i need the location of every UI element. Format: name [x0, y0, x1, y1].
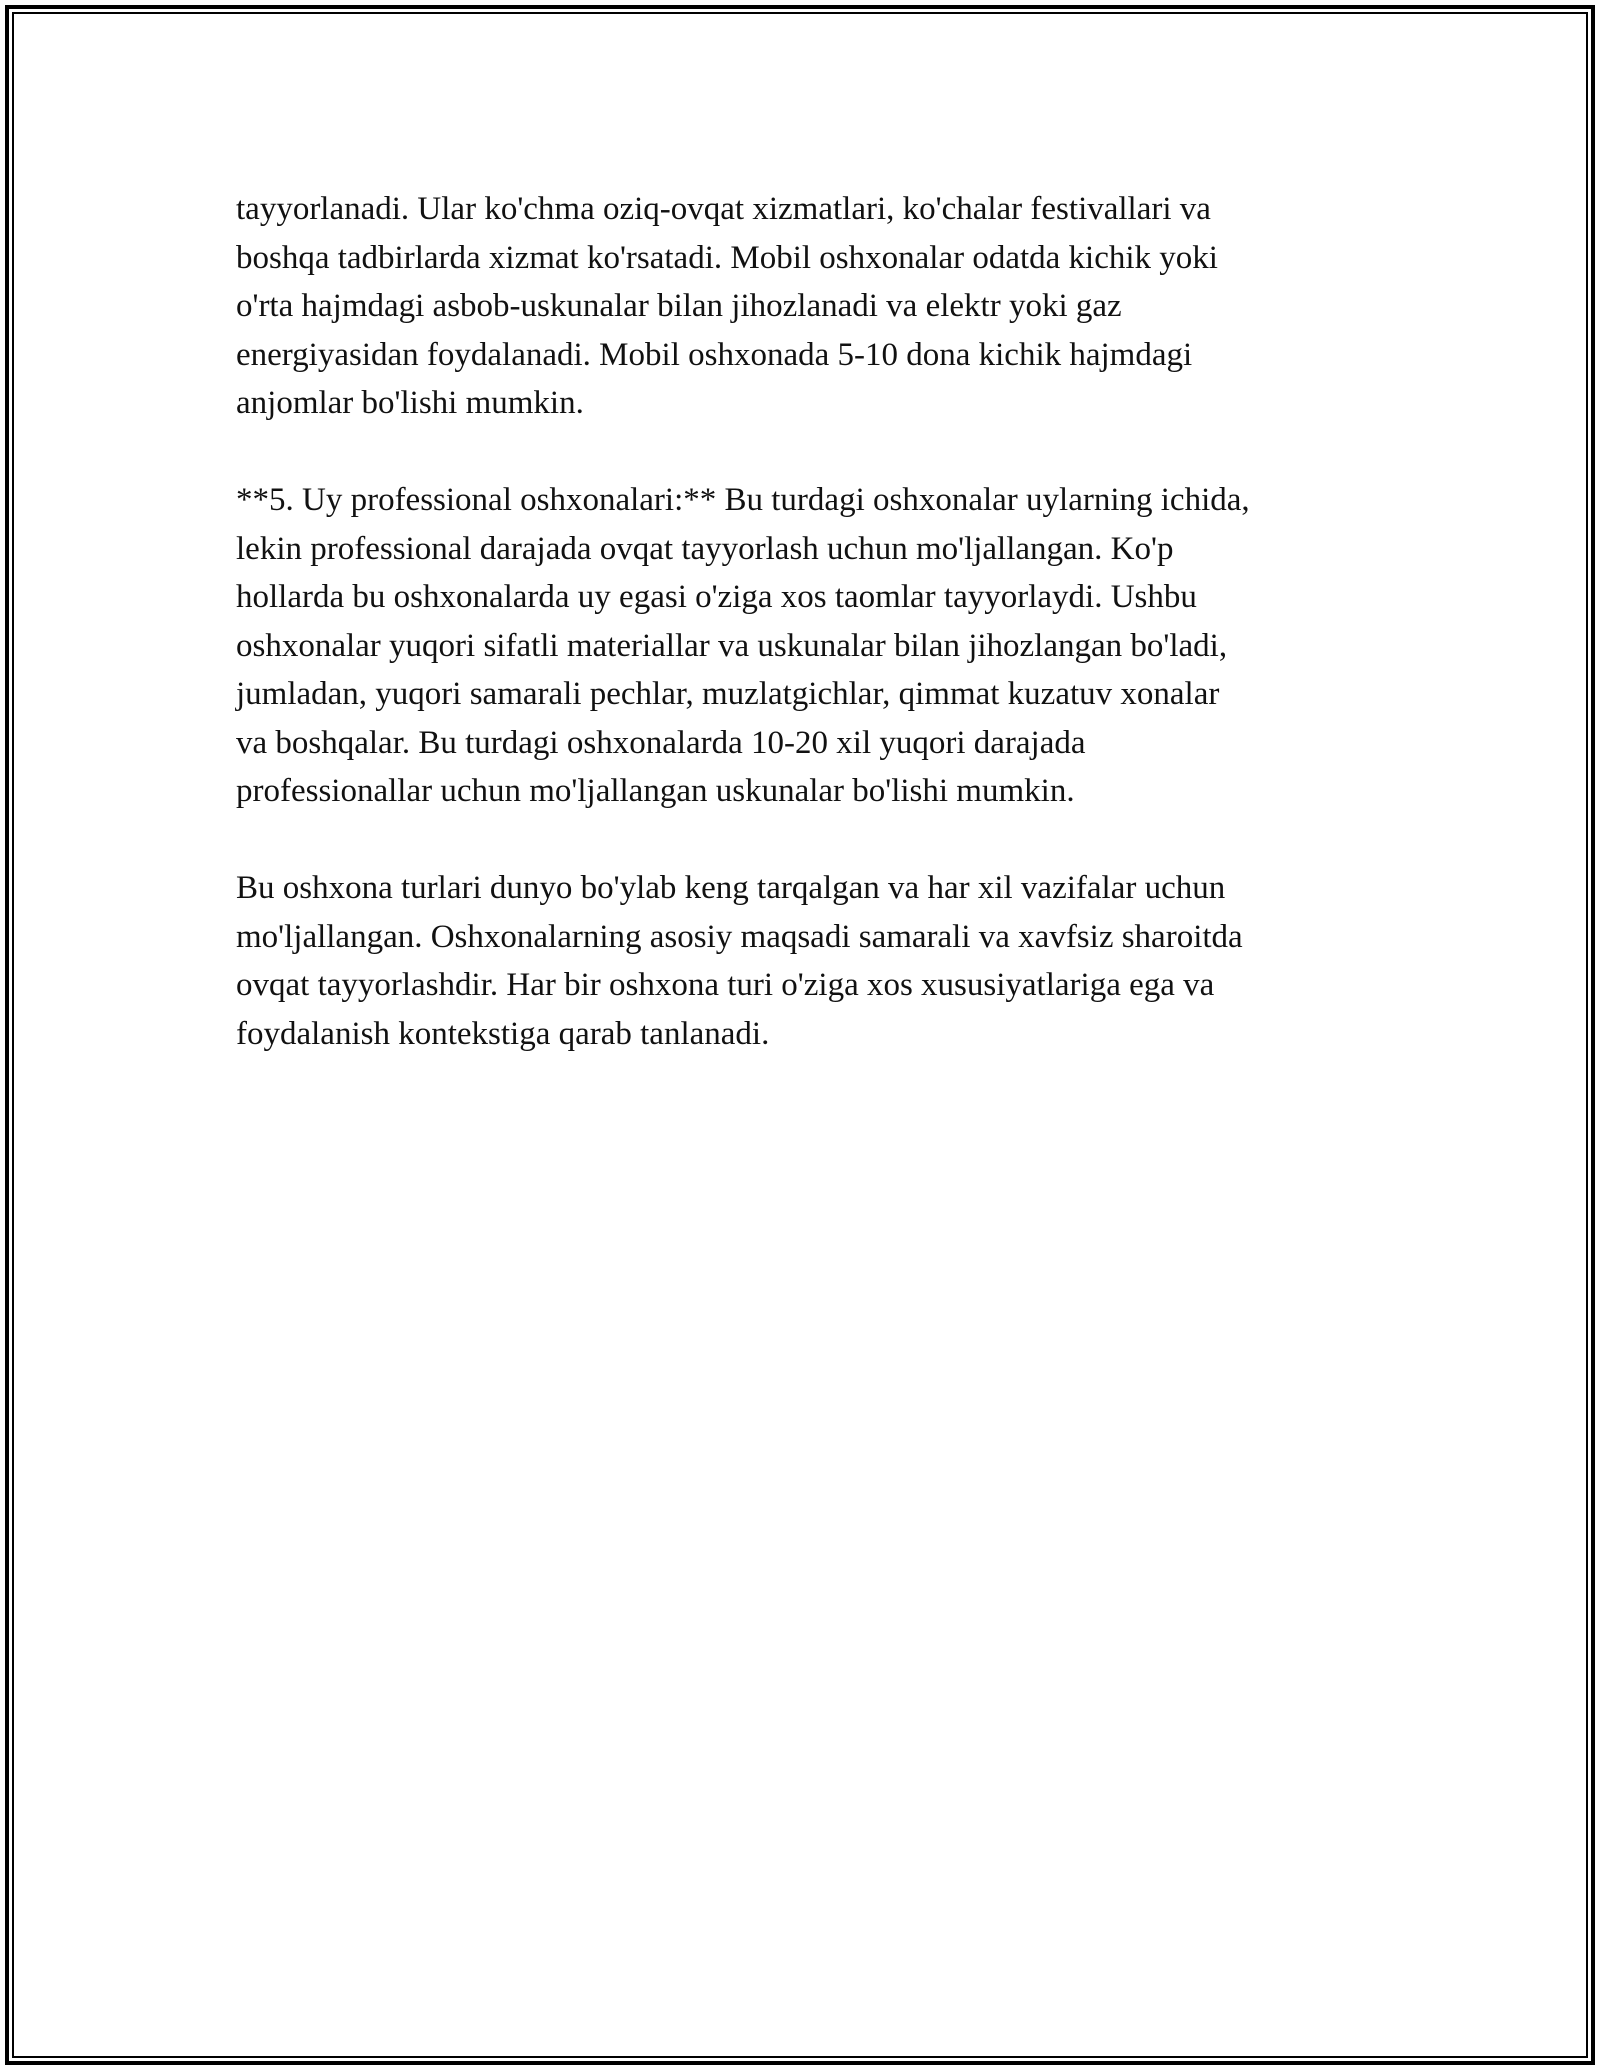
paragraph-mobile-kitchens: tayyorlanadi. Ular ko'chma oziq-ovqat xizmatlari, ko'chalar festivallari va boshqa tadbirlarda xizmat ko'rsatadi. Mobil oshxonalar odatda kichik yoki o'rta hajmdagi asbob-uskunalar bilan jihozlanadi va elektr yoki gaz energiyasidan foydalanadi. Mobil oshxonada 5-10 dona kichik hajmdagi anjomlar bo'lishi mumkin. — [236, 191, 1218, 421]
document-body — [236, 185, 1386, 1107]
paragraph-conclusion: Bu oshxona turlari dunyo bo'ylab keng tarqalgan va har xil vazifalar uchun mo'ljallangan. Oshxonalarning asosiy maqsadi samarali va xavfsiz sharoitda ovqat tayyorlashdir. Har bir oshxona turi o'ziga xos xususiyatlariga ega va foydalanish kontekstiga qarab tanlanadi. — [236, 870, 1243, 1052]
paragraph-home-professional-kitchens: **5. Uy professional oshxonalari:** Bu turdagi oshxonalar uylarning ichida, lekin professional darajada ovqat tayyorlash uchun mo'ljallangan. Ko'p hollarda bu oshxonalarda uy egasi o'ziga xos taomlar tayyorlaydi. Ushbu oshxonalar yuqori sifatli materiallar va uskunalar bilan jihozlangan bo'ladi, jumladan, yuqori samarali pechlar, muzlatgichlar, qimmat kuzatuv xonalar va boshqalar. Bu turdagi oshxonalarda 10-20 xil yuqori darajada professionallar uchun mo'ljallangan uskunalar bo'lishi mumkin. — [236, 482, 1250, 809]
